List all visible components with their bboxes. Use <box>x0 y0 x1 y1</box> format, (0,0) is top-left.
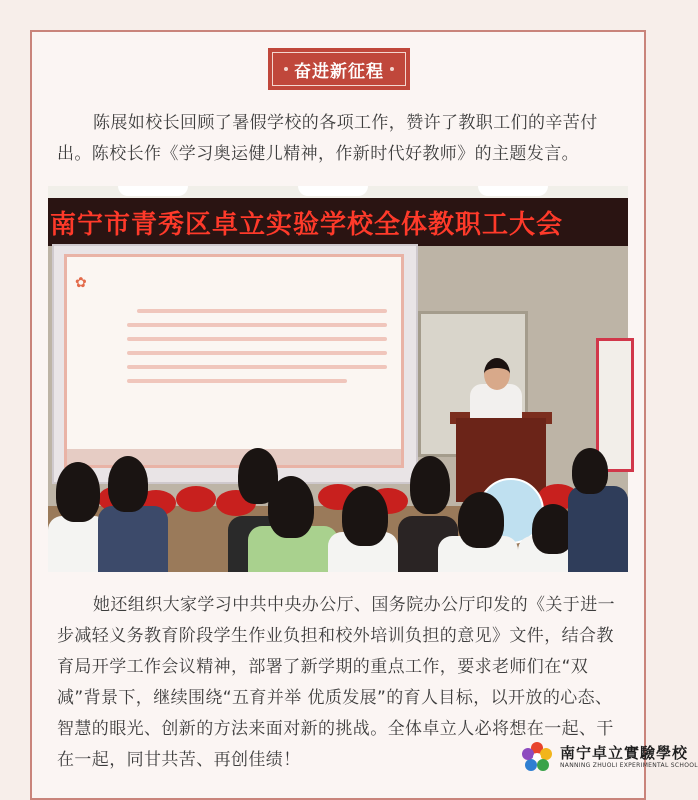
photo-side-screen <box>596 338 634 472</box>
paragraph-intro: 陈展如校长回顾了暑假学校的各项工作，赞许了教职工们的辛苦付出。陈校长作《学习奥运健儿精神，作新时代好教师》的主题发言。 <box>57 113 598 164</box>
photo-ceiling-light <box>298 186 368 196</box>
photo-audience-head <box>56 462 100 522</box>
photo-projection-screen <box>52 244 418 484</box>
school-flower-icon <box>520 740 554 774</box>
slide-text-line <box>127 337 387 341</box>
slide-text-line <box>127 365 387 369</box>
photo-audience-head <box>572 448 608 494</box>
decor-dot-right <box>390 67 394 71</box>
decor-dot-left <box>284 67 288 71</box>
school-logo-name: 南宁卓立實驗學校 <box>560 744 689 762</box>
photo-audience-head <box>458 492 504 548</box>
school-logo <box>520 738 698 778</box>
photo-flower <box>176 486 216 512</box>
paragraph-body: 她还组织大家学习中共中央办公厅、国务院办公厅印发的《关于进一步减轻义务教育阶段学生作业负担和校外培训负担的意见》文件，结合教育局开学工作会议精神，部署了新学期的重点工作，要求老师们在“双减”背景下，继续围绕“五育并举 优质发展”的育人目标，以开放的心态、智慧的眼光、创新的方法来面对新的挑战。全体卓立人必将想在一起、干在一起，同甘共苦、再创佳绩！ <box>57 595 615 770</box>
photo-ceiling-light <box>118 186 188 196</box>
slide-text-line <box>127 379 347 383</box>
section-title-badge <box>268 48 410 90</box>
photo-banner-text: 南宁市青秀区卓立实验学校全体教职工大会 <box>50 209 564 240</box>
slide-text-line <box>137 309 387 313</box>
slide-text-line <box>127 323 387 327</box>
photo-led-banner <box>48 198 628 246</box>
photo-speaker-head <box>484 358 510 390</box>
school-logo-english: NANNING ZHUOLI EXPERIMENTAL SCHOOL <box>560 762 698 769</box>
photo-ceiling-light <box>478 186 548 196</box>
slide-text-line <box>127 351 387 355</box>
photo-audience-head <box>410 456 450 514</box>
photo-audience-member <box>568 486 628 572</box>
meeting-photo <box>48 186 628 572</box>
photo-audience-head <box>268 476 314 538</box>
photo-audience-member <box>98 506 168 572</box>
section-title: 奋进新征程 <box>294 61 384 82</box>
photo-slide <box>64 254 404 468</box>
slide-logo-icon: ✿ <box>75 275 87 291</box>
photo-audience-head <box>108 456 148 512</box>
photo-audience-head <box>342 486 388 546</box>
